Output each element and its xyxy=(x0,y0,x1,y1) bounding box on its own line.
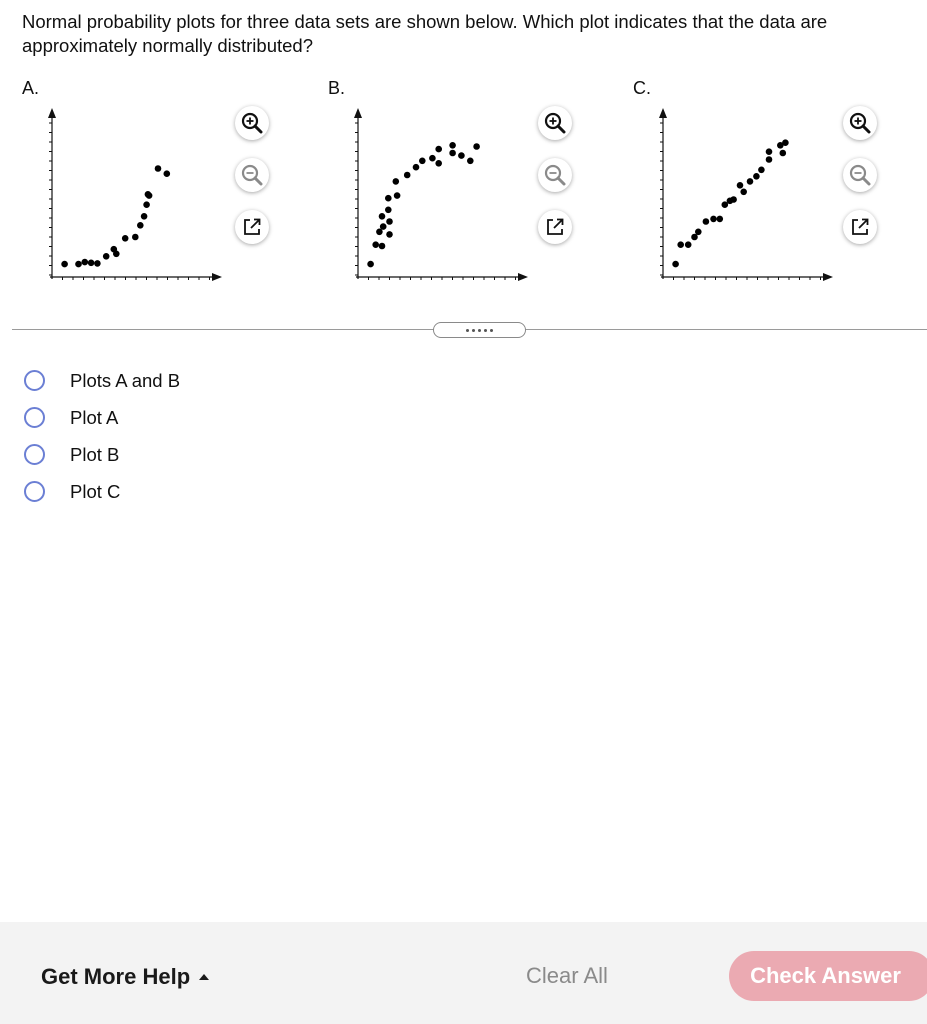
plot-c-graph xyxy=(655,104,845,284)
plot-b-graph xyxy=(350,104,540,284)
radio-button[interactable] xyxy=(24,444,45,465)
plot-b-zoom-in-button[interactable] xyxy=(538,106,572,140)
data-point xyxy=(141,213,148,220)
plot-a xyxy=(22,78,322,298)
data-point xyxy=(780,150,787,157)
data-point xyxy=(703,218,710,225)
data-point xyxy=(75,261,82,268)
plot-b-label: B. xyxy=(328,78,346,98)
data-point xyxy=(782,139,789,146)
data-point xyxy=(677,241,684,248)
y-axis-arrow xyxy=(659,108,667,118)
popout-icon xyxy=(544,216,566,238)
data-point xyxy=(413,164,420,171)
plot-c-label: C. xyxy=(633,78,651,98)
data-point xyxy=(103,253,110,260)
data-point xyxy=(473,143,480,150)
x-axis-arrow xyxy=(212,273,222,281)
data-point xyxy=(404,172,411,179)
plot-c-zoom-out-button[interactable] xyxy=(843,158,877,192)
caret-up-icon xyxy=(199,974,209,980)
data-point xyxy=(429,155,436,162)
zoom-in-icon xyxy=(848,111,872,135)
data-point xyxy=(737,182,744,189)
plot-b xyxy=(328,78,628,298)
data-point xyxy=(137,222,144,229)
data-point xyxy=(122,235,129,242)
data-point xyxy=(88,260,95,267)
data-point xyxy=(710,216,717,223)
data-point xyxy=(758,167,765,174)
data-point xyxy=(435,146,442,153)
option-label: Plots A and B xyxy=(70,369,181,391)
plot-a-label: A. xyxy=(22,78,40,98)
popout-icon xyxy=(849,216,871,238)
plot-b-popout-button[interactable] xyxy=(538,210,572,244)
check-answer-button[interactable]: Check Answer xyxy=(729,951,927,1001)
data-point xyxy=(449,142,456,149)
clear-all-button[interactable]: Clear All xyxy=(526,963,608,988)
radio-button[interactable] xyxy=(24,481,45,502)
option-label: Plot B xyxy=(70,443,120,465)
data-point xyxy=(717,216,724,223)
data-point xyxy=(766,156,773,163)
popout-icon xyxy=(241,216,263,238)
plot-c-popout-button[interactable] xyxy=(843,210,877,244)
plot-c xyxy=(633,78,927,298)
data-point xyxy=(740,189,747,196)
data-point xyxy=(372,241,379,248)
data-point xyxy=(367,261,374,268)
data-point xyxy=(753,173,760,180)
data-point xyxy=(419,158,426,165)
data-point xyxy=(379,213,386,220)
data-point xyxy=(685,241,692,248)
zoom-in-icon xyxy=(240,111,264,135)
get-more-help-button[interactable] xyxy=(41,964,209,990)
plot-a-popout-button[interactable] xyxy=(235,210,269,244)
zoom-out-icon xyxy=(848,163,872,187)
data-point xyxy=(458,152,465,159)
data-point xyxy=(393,178,400,185)
x-axis-arrow xyxy=(823,273,833,281)
data-point xyxy=(766,148,773,155)
y-axis-arrow xyxy=(48,108,56,118)
answer-options xyxy=(24,362,180,510)
data-point xyxy=(747,178,754,185)
plot-a-zoom-in-button[interactable] xyxy=(235,106,269,140)
data-point xyxy=(386,231,393,238)
y-axis-arrow xyxy=(354,108,362,118)
data-point xyxy=(113,251,120,258)
radio-button[interactable] xyxy=(24,407,45,428)
data-point xyxy=(146,192,153,199)
data-point xyxy=(695,229,702,236)
data-point xyxy=(435,160,442,167)
x-axis-arrow xyxy=(518,273,528,281)
data-point xyxy=(467,158,474,165)
data-point xyxy=(143,201,150,208)
data-point xyxy=(164,170,171,177)
footer-bar xyxy=(0,922,927,1024)
get-more-help-label: Get More Help xyxy=(41,964,191,989)
radio-button[interactable] xyxy=(24,370,45,391)
option-plots-a-and-b[interactable] xyxy=(24,362,180,399)
option-label: Plot A xyxy=(70,406,119,428)
data-point xyxy=(672,261,679,268)
data-point xyxy=(379,243,386,250)
option-plot-b[interactable] xyxy=(24,436,180,473)
plot-c-zoom-in-button[interactable] xyxy=(843,106,877,140)
data-point xyxy=(730,196,737,203)
plot-a-zoom-out-button[interactable] xyxy=(235,158,269,192)
data-point xyxy=(82,259,89,266)
data-point xyxy=(394,192,401,199)
zoom-out-icon xyxy=(240,163,264,187)
option-label: Plot C xyxy=(70,480,121,502)
pane-resize-handle[interactable] xyxy=(433,322,526,338)
plot-a-graph xyxy=(44,104,234,284)
data-point xyxy=(386,218,393,225)
option-plot-c[interactable] xyxy=(24,473,180,510)
data-point xyxy=(155,165,162,172)
plot-b-zoom-out-button[interactable] xyxy=(538,158,572,192)
data-point xyxy=(449,150,456,157)
data-point xyxy=(380,223,387,230)
option-plot-a[interactable] xyxy=(24,399,180,436)
zoom-in-icon xyxy=(543,111,567,135)
data-point xyxy=(385,207,392,214)
data-point xyxy=(61,261,68,268)
data-point xyxy=(385,195,392,202)
data-point xyxy=(132,234,139,241)
zoom-out-icon xyxy=(543,163,567,187)
data-point xyxy=(94,260,101,267)
question-text: Normal probability plots for three data sets are shown below. Which plot indicates that the data are approximately normally distributed? xyxy=(22,11,828,56)
